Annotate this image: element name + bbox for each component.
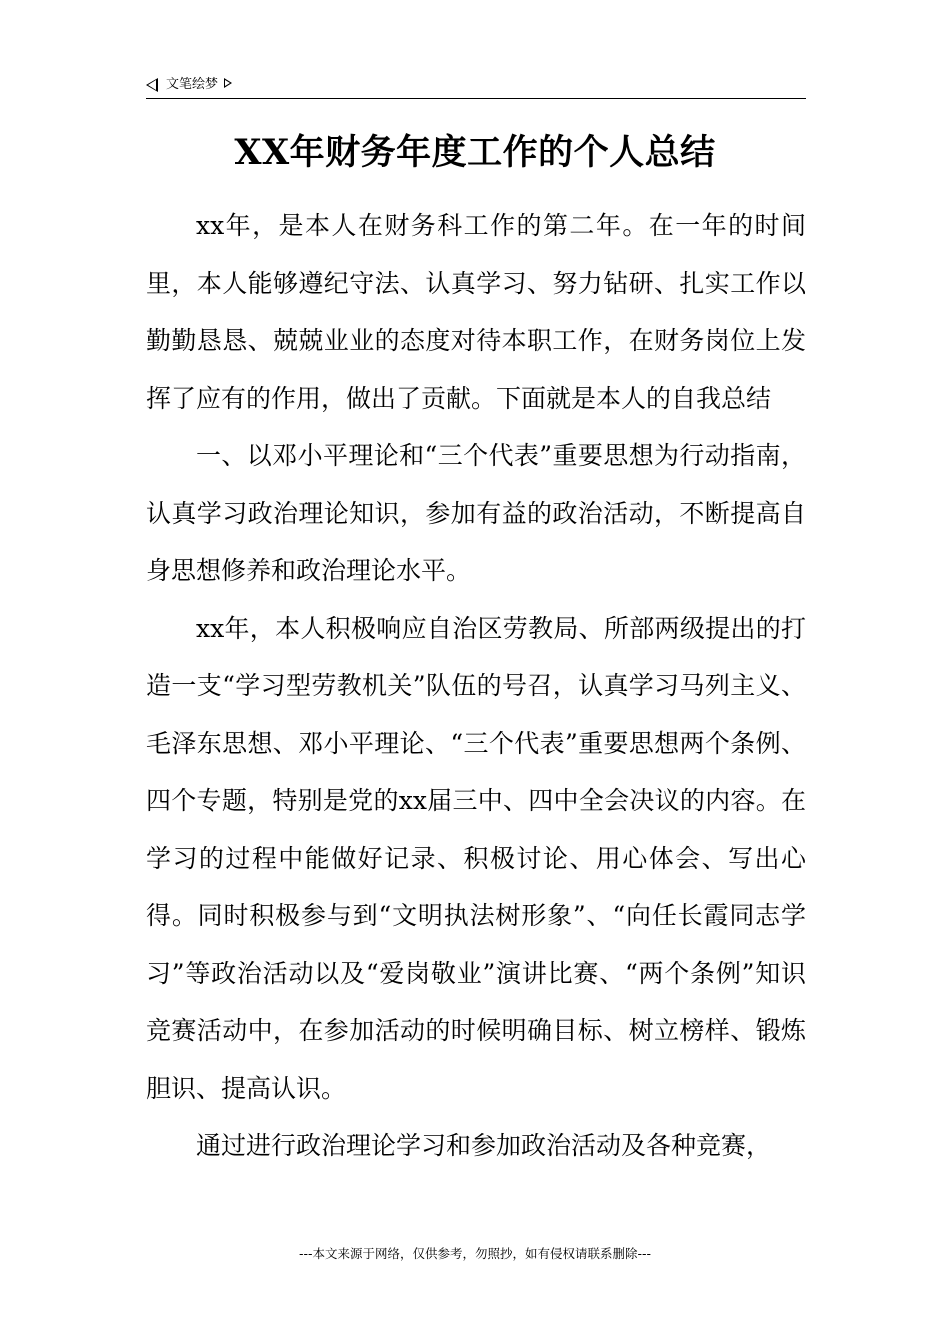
triangle-left-icon [146, 78, 158, 92]
header-label: 文笔绘梦 [166, 77, 219, 92]
paragraph-2: 一、以邓小平理论和“三个代表”重要思想为行动指南，认真学习政治理论知识，参加有益的政治活动，不断提高自身思想修养和政治理论水平。 [146, 441, 806, 585]
paragraph-4: 通过进行政治理论学习和参加政治活动及各种竞赛， [196, 1131, 772, 1160]
page-footer: ---本文来源于网络，仅供参考，勿照抄，如有侵权请联系删除--- [298, 1246, 652, 1261]
page-header [146, 74, 806, 99]
document-title: XX年财务年度工作的个人总结 [234, 132, 716, 173]
paragraph-1: xx年，是本人在财务科工作的第二年。在一年的时间里，本人能够遵纪守法、认真学习、努力钻研、扎实工作以勤勤恳恳、兢兢业业的态度对待本职工作，在财务岗位上发挥了应有的作用，做出了贡献。下面就是本人的自我总结 [146, 211, 806, 413]
paragraph-3: xx年，本人积极响应自治区劳教局、所部两级提出的打造一支“学习型劳教机关”队伍的号召，认真学习马列主义、毛泽东思想、邓小平理论、“三个代表”重要思想两个条例、四个专题，特别是党的xx届三中、四中全会决议的内容。在学习的过程中能做好记录、积极讨论、用心体会、写出心得。同时积极参与到“文明执法树形象”、“向任长霞同志学习”等政治活动以及“爱岗敬业”演讲比赛、“两个条例”知识竞赛活动中，在参加活动的时候明确目标、树立榜样、锻炼胆识、提高认识。 [146, 613, 806, 1103]
triangle-right-icon [224, 78, 232, 88]
document-body [146, 197, 806, 1175]
